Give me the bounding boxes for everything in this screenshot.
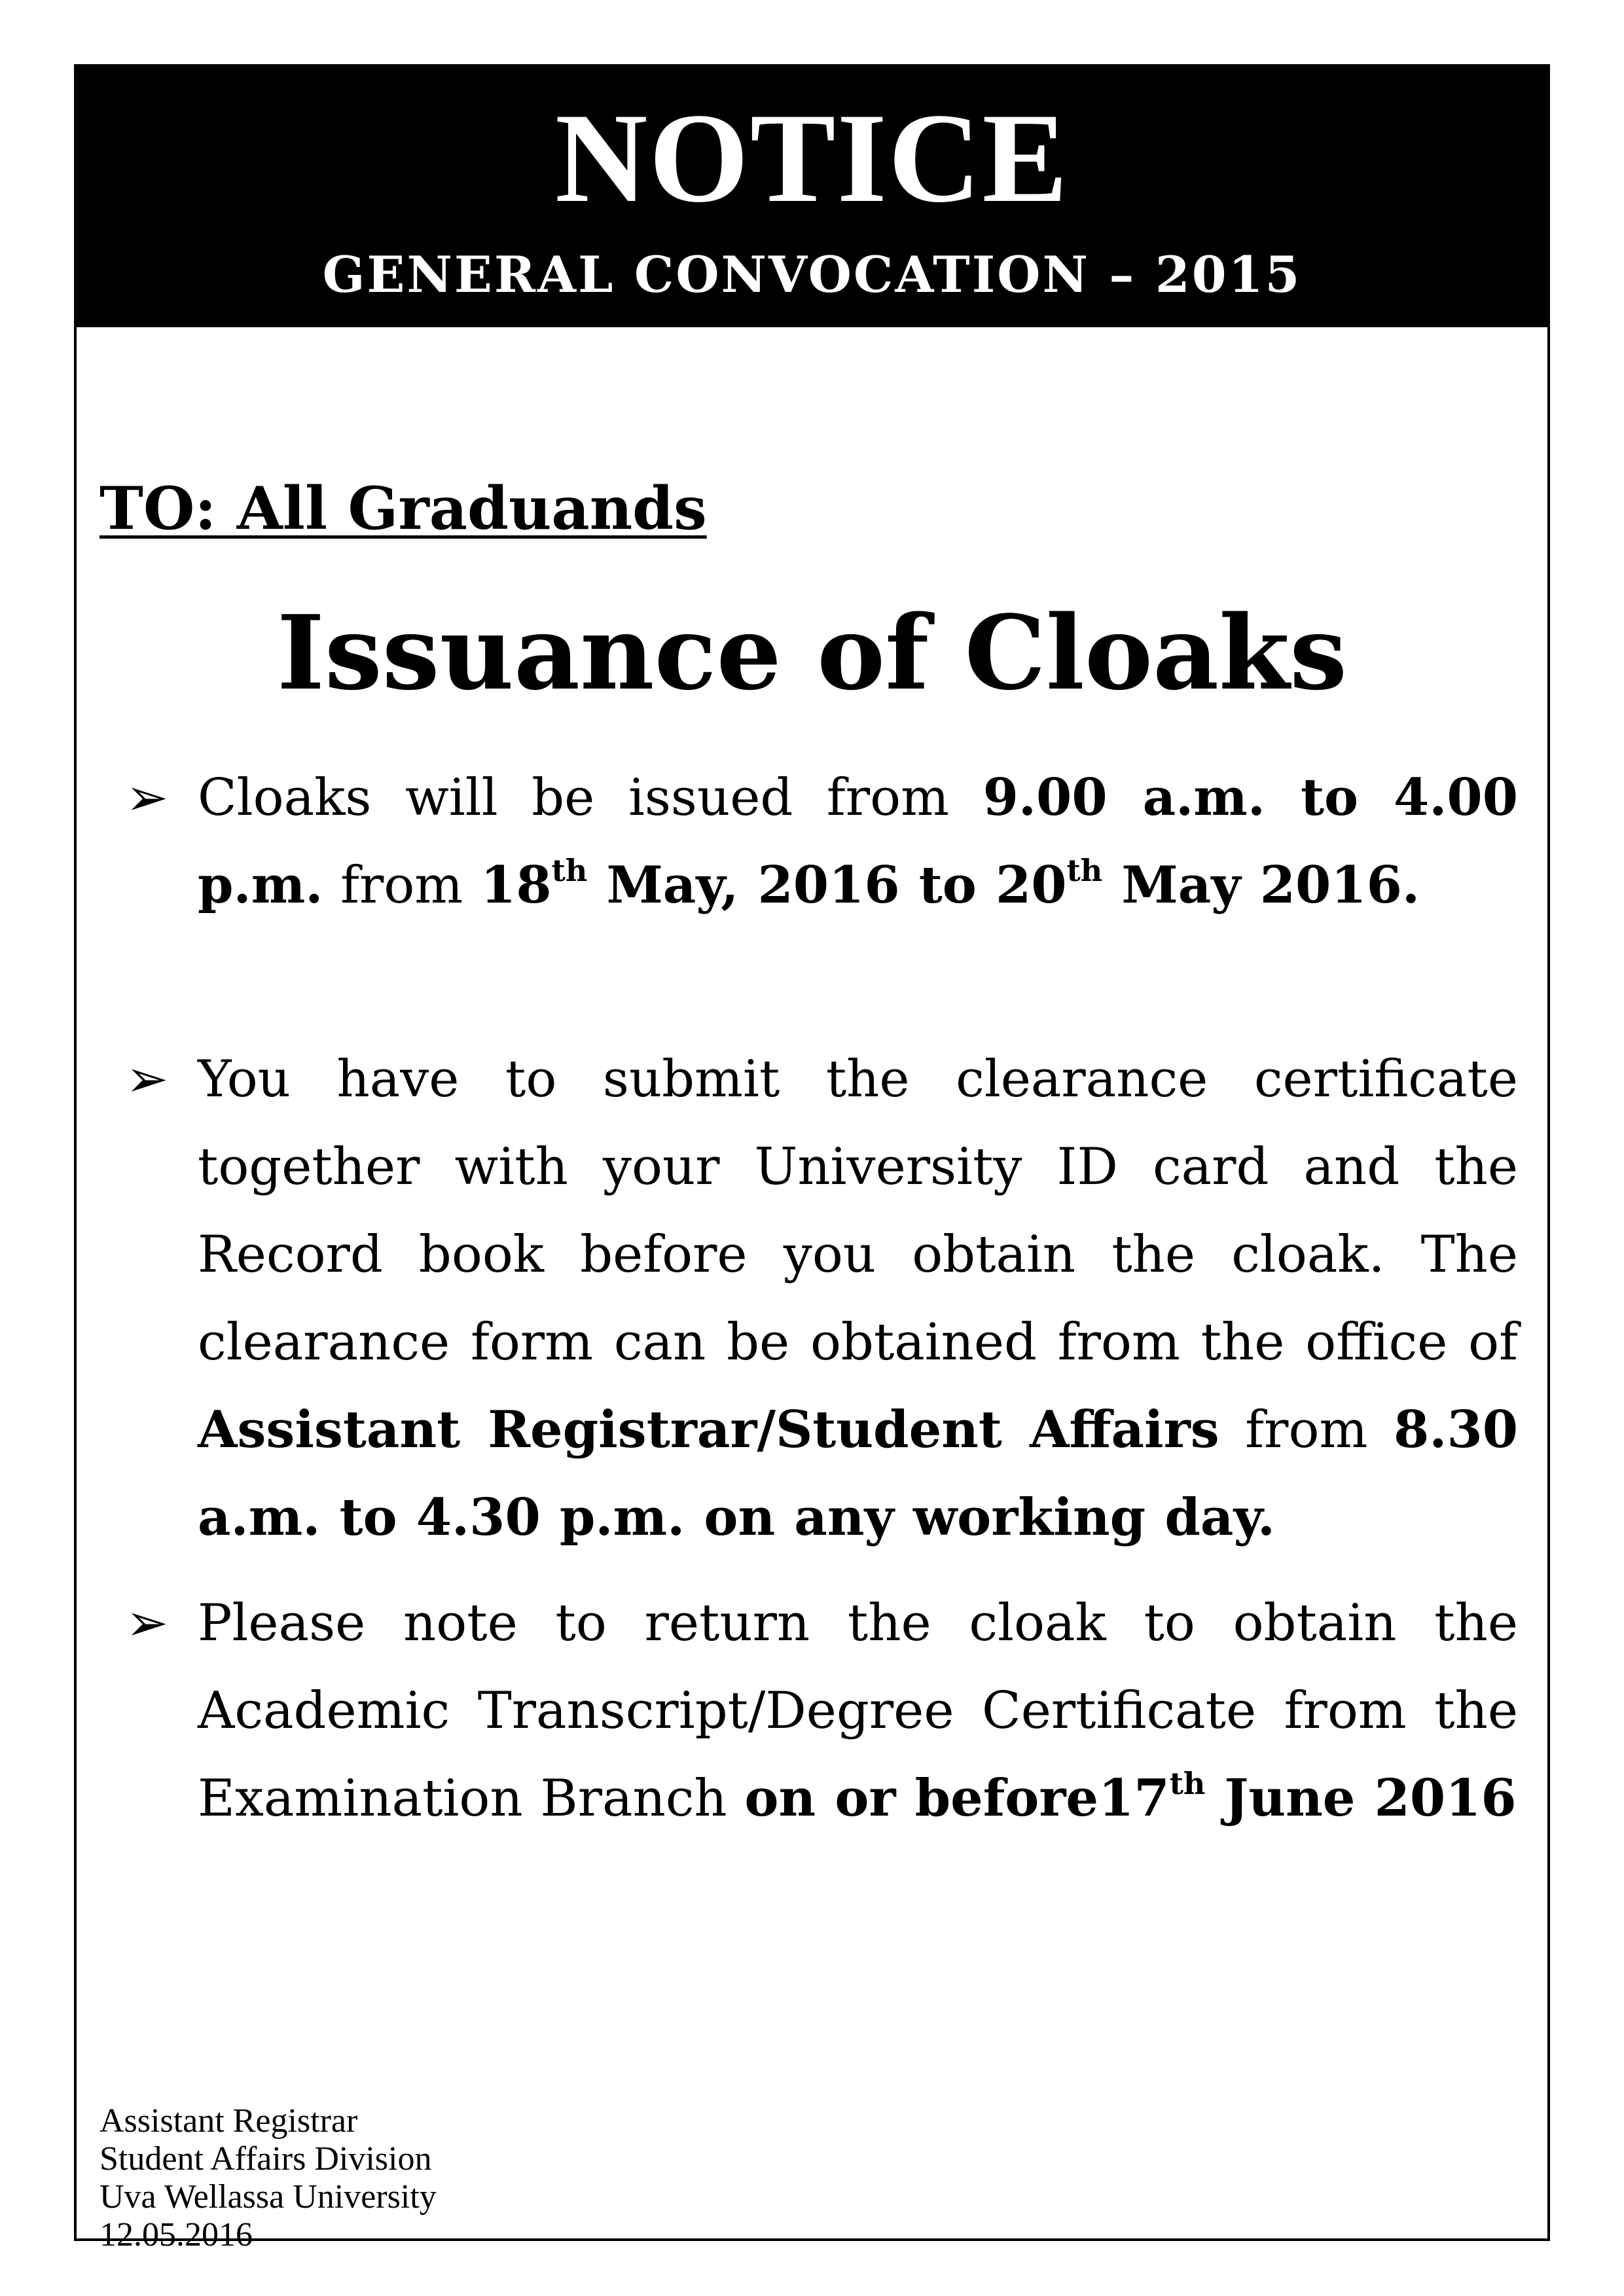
notice-subtitle: GENERAL CONVOCATION – 2015: [322, 245, 1302, 304]
header-band: [77, 67, 1547, 327]
signature-title: Assistant Registrar: [99, 2102, 358, 2140]
arrow-bullet-icon: ➢: [126, 1050, 169, 1109]
addressee-line: TO: All Graduands: [99, 474, 707, 543]
bullet-text: Please note to return the cloak to obtain the Academic Transcript/Degree Certificate from the Examination Branch on or before17th June 2016: [198, 1594, 1518, 1828]
bullet-text: You have to submit the clearance certificate together with your University ID card and the Record book before you obtain the cloak. The clearance form can be obtained from the office of Assistant Registrar/Student Affairs from 8.30 a.m. to 4.30 p.m. on any working day.: [198, 1050, 1519, 1547]
arrow-bullet-icon: ➢: [126, 768, 169, 827]
signature-division: Student Affairs Division: [99, 2140, 432, 2178]
notice-title: NOTICE: [554, 87, 1070, 229]
signature-date: 12.05.2016: [99, 2216, 253, 2253]
bullet-text: Cloaks will be issued from 9.00 a.m. to 4.00 p.m. from 18th May, 2016 to 20th May 2016.: [198, 768, 1518, 915]
notice-heading: Issuance of Cloaks: [276, 593, 1348, 713]
signature-university: Uva Wellassa University: [99, 2178, 437, 2215]
signature-block: [99, 2102, 437, 2254]
notice-frame: [74, 64, 1550, 2253]
arrow-bullet-icon: ➢: [126, 1594, 169, 1653]
